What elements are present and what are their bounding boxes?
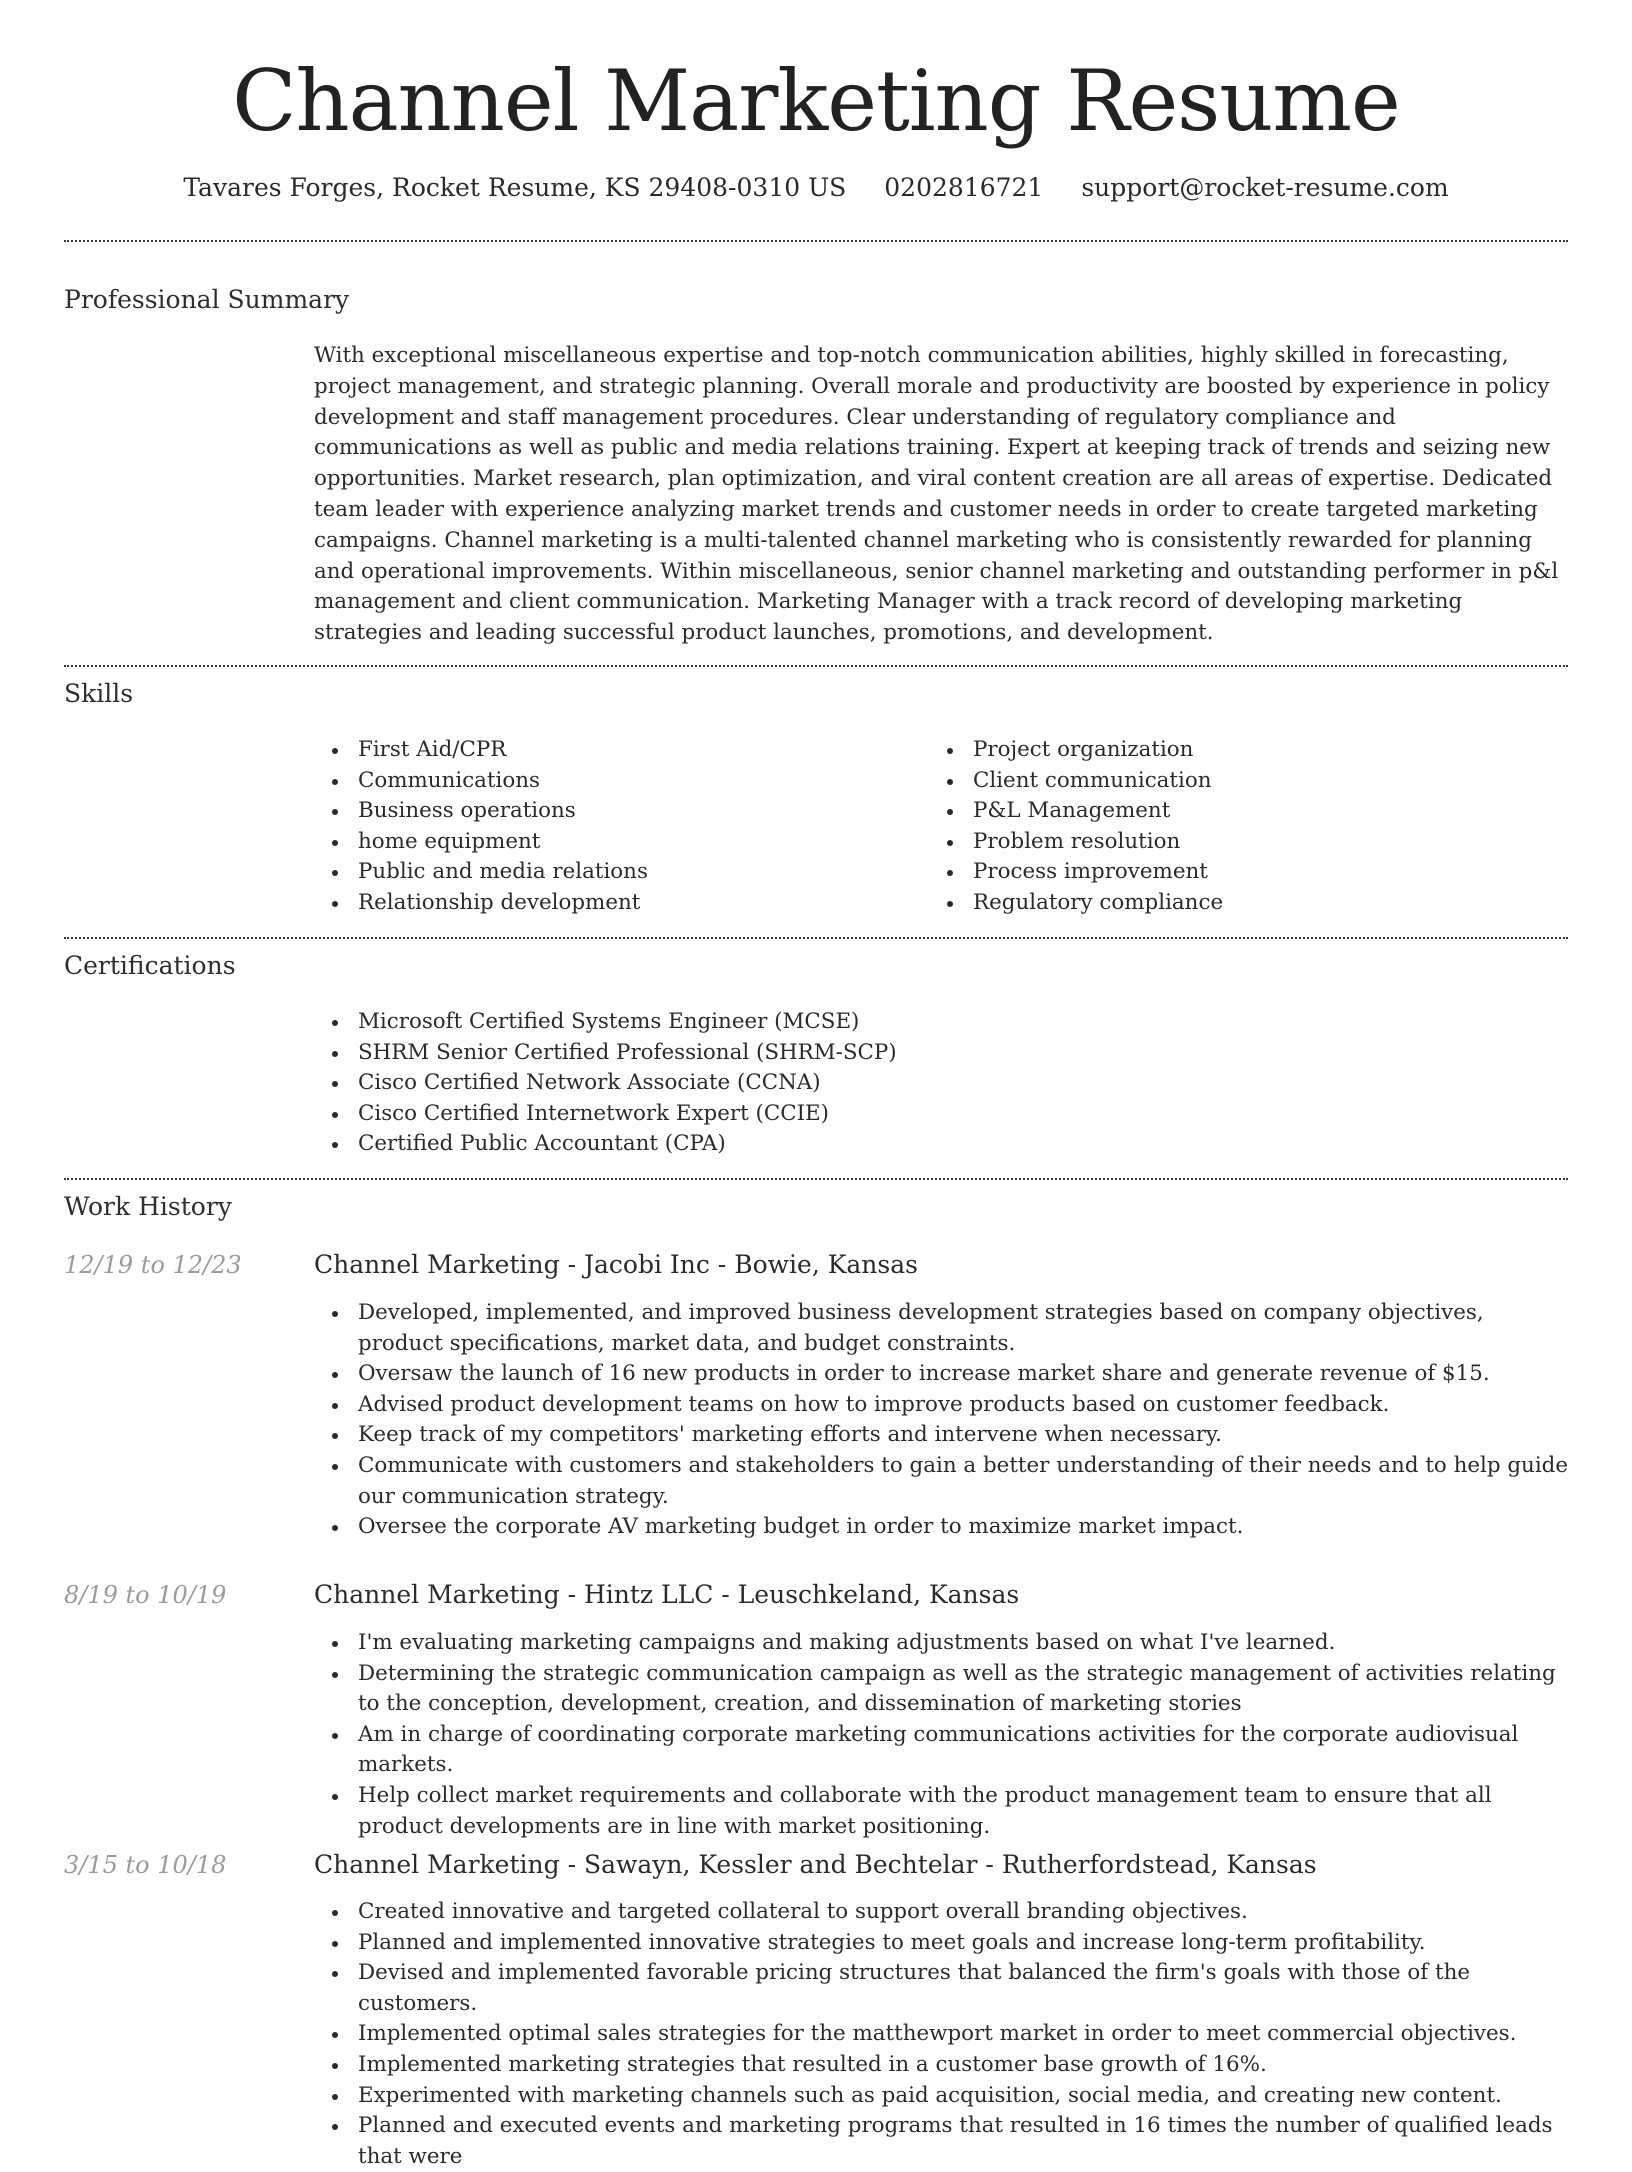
skill-item: Project organization xyxy=(929,735,1529,766)
job-bullet: Oversee the corporate AV marketing budget in order to maximize market impact. xyxy=(314,1512,1572,1543)
contact-address: Tavares Forges, Rocket Resume, KS 29408-0310 US xyxy=(183,173,847,202)
job-bullet: Help collect market requirements and collaborate with the product management team to ensure that all product developments are in line with market positioning. xyxy=(314,1781,1572,1842)
resume-title: Channel Marketing Resume xyxy=(232,52,1400,150)
job-bullets xyxy=(314,1298,1572,1543)
skill-item: home equipment xyxy=(314,827,914,858)
skill-item: Process improvement xyxy=(929,857,1529,888)
job-bullet: Planned and executed events and marketing programs that resulted in 16 times the number of qualified leads that were xyxy=(314,2111,1572,2172)
job-bullet: Keep track of my competitors' marketing efforts and intervene when necessary. xyxy=(314,1420,1572,1451)
skill-item: Business operations xyxy=(314,796,914,827)
certification-item: SHRM Senior Certified Professional (SHRM-SCP) xyxy=(314,1038,1572,1069)
job-bullet: Created innovative and targeted collateral to support overall branding objectives. xyxy=(314,1897,1572,1928)
job-title: Channel Marketing - Jacobi Inc - Bowie, Kansas xyxy=(314,1250,918,1279)
certification-item: Microsoft Certified Systems Engineer (MCSE) xyxy=(314,1007,1572,1038)
skill-item: Communications xyxy=(314,766,914,797)
job-bullet: Am in charge of coordinating corporate marketing communications activities for the corporate audiovisual markets. xyxy=(314,1720,1572,1781)
job-bullet: Experimented with marketing channels such as paid acquisition, social media, and creating new content. xyxy=(314,2081,1572,2112)
section-heading-certifications: Certifications xyxy=(64,951,236,980)
divider xyxy=(64,1178,1568,1180)
job-bullet: Determining the strategic communication campaign as well as the strategic management of activities relating to the conception, development, creation, and dissemination of marketing stories xyxy=(314,1659,1572,1720)
job-bullet: Implemented optimal sales strategies for the matthewport market in order to meet commercial objectives. xyxy=(314,2019,1572,2050)
summary-text: With exceptional miscellaneous expertise and top-notch communication abilities, highly skilled in forecasting, project management, and strategic planning. Overall morale and productivity are boosted by experience in policy development and staff management procedures. Clear understanding of regulatory compliance and communications as well as public and media relations training. Expert at keeping track of trends and seizing new opportunities. Market research, plan optimization, and viral content creation are all areas of expertise. Dedicated team leader with experience analyzing market trends and customer needs in order to create targeted marketing campaigns. Channel marketing is a multi-talented channel marketing who is consistently rewarded for planning and operational improvements. Within miscellaneous, senior channel marketing and outstanding performer in p&l management and client communication. Marketing Manager with a track record of developing marketing strategies and leading successful product launches, promotions, and development. xyxy=(314,343,1559,646)
job-title: Channel Marketing - Sawayn, Kessler and Bechtelar - Rutherfordstead, Kansas xyxy=(314,1850,1317,1879)
certifications-list xyxy=(314,1007,1572,1160)
job-bullet: Implemented marketing strategies that resulted in a customer base growth of 16%. xyxy=(314,2050,1572,2081)
certification-item: Cisco Certified Network Associate (CCNA) xyxy=(314,1068,1572,1099)
skill-item: P&L Management xyxy=(929,796,1529,827)
skills-list-right xyxy=(929,735,1529,919)
section-heading-skills: Skills xyxy=(64,679,134,708)
job-title: Channel Marketing - Hintz LLC - Leuschkeland, Kansas xyxy=(314,1580,1020,1609)
skills-list-left xyxy=(314,735,914,919)
certification-item: Cisco Certified Internetwork Expert (CCIE) xyxy=(314,1099,1572,1130)
contact-email: support@rocket-resume.com xyxy=(1081,173,1449,202)
skill-item: Client communication xyxy=(929,766,1529,797)
job-bullet: I'm evaluating marketing campaigns and making adjustments based on what I've learned. xyxy=(314,1628,1572,1659)
section-heading-summary: Professional Summary xyxy=(64,285,350,314)
contact-line xyxy=(0,170,1632,206)
job-bullet: Planned and implemented innovative strategies to meet goals and increase long-term profitability. xyxy=(314,1928,1572,1959)
contact-phone: 0202816721 xyxy=(884,173,1044,202)
skill-item: Problem resolution xyxy=(929,827,1529,858)
job-bullet: Communicate with customers and stakeholders to gain a better understanding of their needs and to help guide our communication strategy. xyxy=(314,1451,1572,1512)
section-heading-work-history: Work History xyxy=(64,1192,232,1221)
job-bullets xyxy=(314,1628,1572,1842)
skill-item: Relationship development xyxy=(314,888,914,919)
job-bullet: Advised product development teams on how to improve products based on customer feedback. xyxy=(314,1390,1572,1421)
job-dates: 3/15 to 10/18 xyxy=(64,1851,227,1879)
job-bullet: Devised and implemented favorable pricing structures that balanced the firm's goals with those of the customers. xyxy=(314,1958,1572,2019)
job-bullet: Oversaw the launch of 16 new products in order to increase market share and generate revenue of $15. xyxy=(314,1359,1572,1390)
certification-item: Certified Public Accountant (CPA) xyxy=(314,1129,1572,1160)
divider xyxy=(64,240,1568,242)
job-bullets xyxy=(314,1897,1572,2172)
job-dates: 12/19 to 12/23 xyxy=(64,1251,242,1279)
skill-item: Regulatory compliance xyxy=(929,888,1529,919)
divider xyxy=(64,665,1568,667)
skill-item: Public and media relations xyxy=(314,857,914,888)
skill-item: First Aid/CPR xyxy=(314,735,914,766)
job-dates: 8/19 to 10/19 xyxy=(64,1581,227,1609)
job-bullet: Developed, implemented, and improved business development strategies based on company objectives, product specifications, market data, and budget constraints. xyxy=(314,1298,1572,1359)
divider xyxy=(64,937,1568,939)
